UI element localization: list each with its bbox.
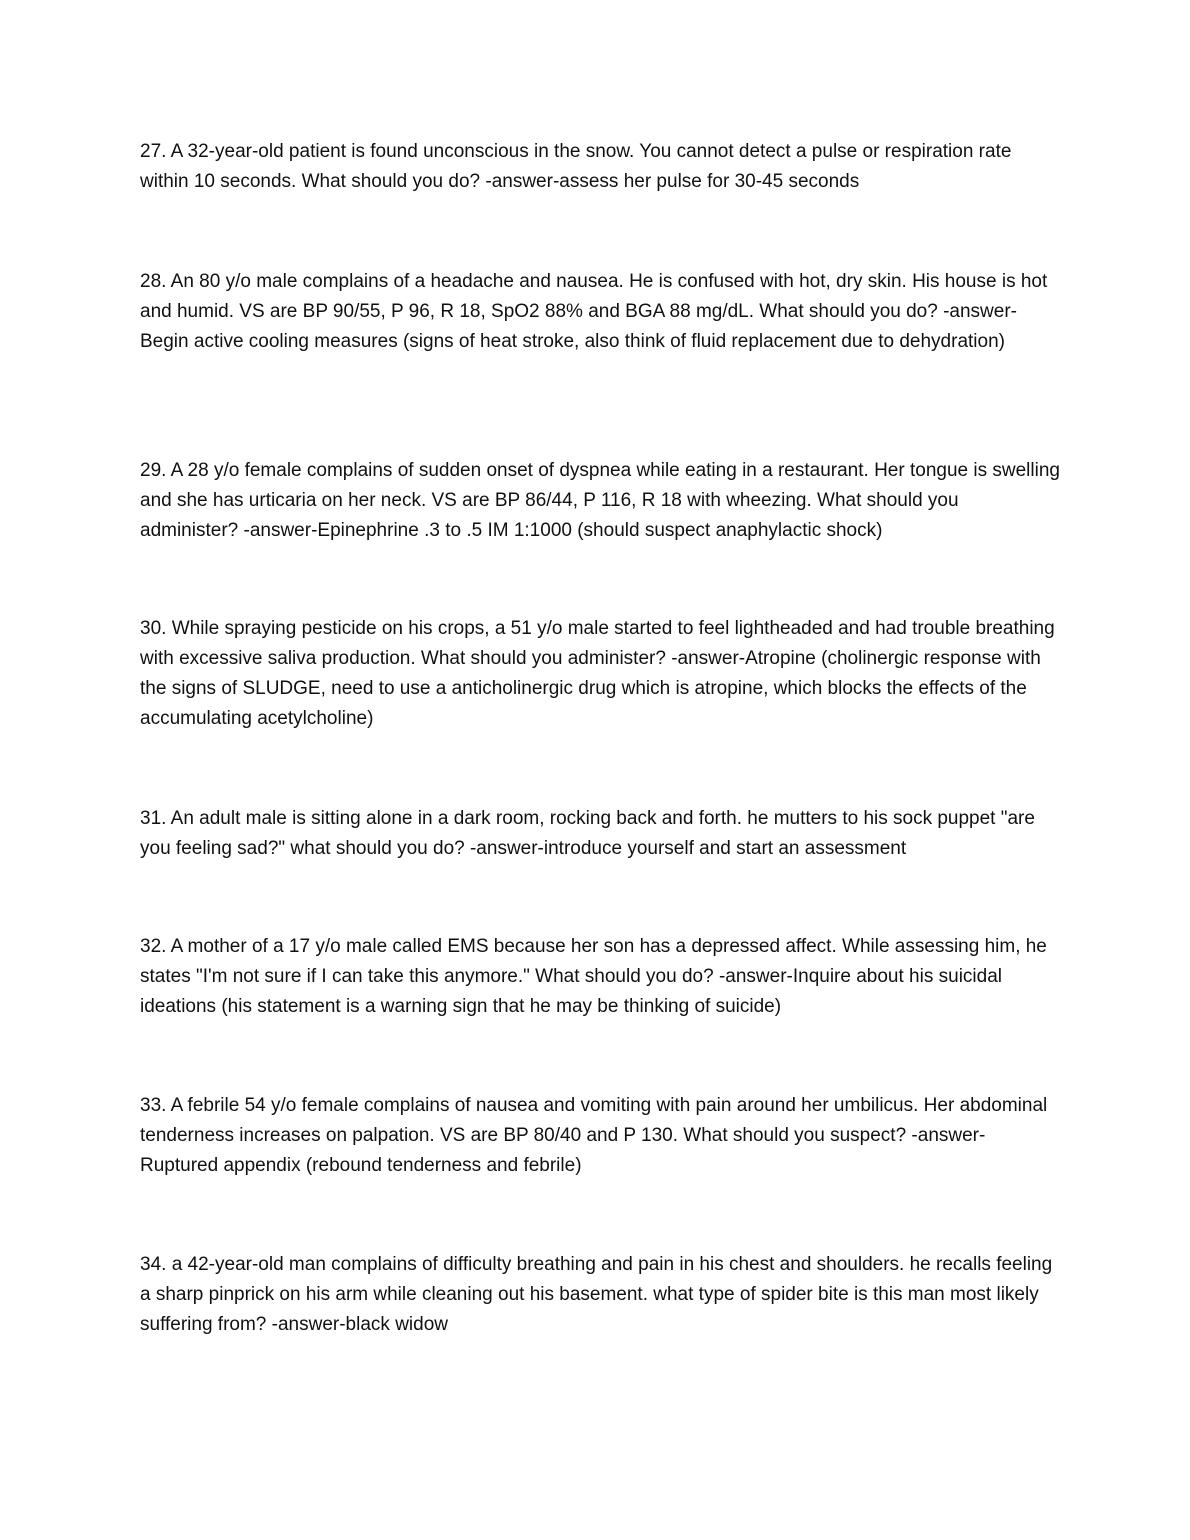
question-33: 33. A febrile 54 y/o female complains of nausea and vomiting with pain around her umbilicus. Her abdominal tenderness increases on palpation. VS are BP 80/40 and P 130. What should you suspect? -answer-Ruptured appendix (rebound tenderness and febrile) [140,1095,1048,1176]
question-31: 31. An adult male is sitting alone in a dark room, rocking back and forth. he mutters to his sock puppet "are you feeling sad?" what should you do? -answer-introduce yourself and start an assessment [140,808,1035,859]
question-30: 30. While spraying pesticide on his crops, a 51 y/o male started to feel lightheaded and had trouble breathing with excessive saliva production. What should you administer? -answer-Atropine (cholinergic response with the signs of SLUDGE, need to use a anticholinergic drug which is atropine, which blocks the effects of the accumulating acetylcholine) [140,618,1055,729]
question-28: 28. An 80 y/o male complains of a headache and nausea. He is confused with hot, dry skin. His house is hot and humid. VS are BP 90/55, P 96, R 18, SpO2 88% and BGA 88 mg/dL. What should you do? -answer-Begin active cooling measures (signs of heat stroke, also think of fluid replacement due to dehydration) [140,271,1048,352]
question-27: 27. A 32-year-old patient is found unconscious in the snow. You cannot detect a pulse or respiration rate within 10 seconds. What should you do? -answer-assess her pulse for 30-45 seconds [140,141,1012,192]
question-32: 32. A mother of a 17 y/o male called EMS because her son has a depressed affect. While assessing him, he states "I'm not sure if I can take this anymore." What should you do? -answer-Inquire about his suicidal ideations (his statement is a warning sign that he may be thinking of suicide) [140,936,1047,1017]
question-34: 34. a 42-year-old man complains of difficulty breathing and pain in his chest and shoulders. he recalls feeling a sharp pinprick on his arm while cleaning out his basement. what type of spider bite is this man most likely suffering from? -answer-black widow [140,1254,1053,1335]
question-29: 29. A 28 y/o female complains of sudden onset of dyspnea while eating in a restaurant. Her tongue is swelling and she has urticaria on her neck. VS are BP 86/44, P 116, R 18 with wheezing. What should you administer? -answer-Epinephrine .3 to .5 IM 1:1000 (should suspect anaphylactic shock) [140,460,1060,541]
